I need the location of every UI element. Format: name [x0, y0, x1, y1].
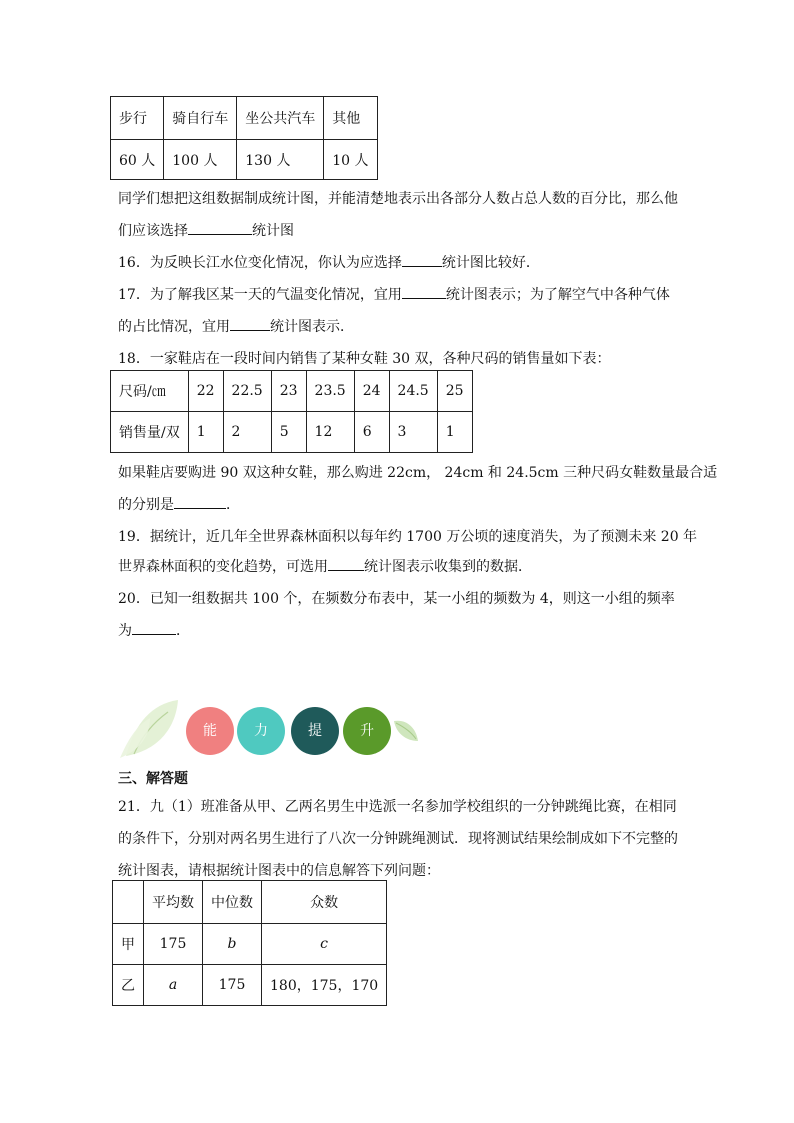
table-cell: 10 人 [324, 140, 377, 180]
q19-line1: 19．据统计，近几年全世界森林面积以每年约 1700 万公顷的速度消失，为了预测未来 20 年 [118, 529, 698, 545]
banner-circle-li: 力 [237, 707, 285, 755]
table-cell: 25 [437, 371, 472, 412]
table-cell: 60 人 [111, 140, 164, 180]
variable-b: b [227, 936, 237, 952]
answer-blank [402, 253, 442, 267]
table-cell: 22.5 [223, 371, 271, 412]
answer-blank [328, 557, 364, 571]
variable-c: c [320, 936, 328, 952]
section-title: 三、解答题 [118, 771, 188, 787]
table-cell: 130 人 [237, 140, 324, 180]
table-cell: 骑自行车 [164, 97, 237, 140]
q17-line1 [118, 284, 670, 304]
q20-text-post: ． [176, 623, 190, 639]
table-cell: 12 [306, 412, 354, 453]
table-cell: 中位数 [203, 881, 262, 924]
table-cell: 6 [354, 412, 389, 453]
table-cell: 22 [188, 371, 223, 412]
answer-blank [188, 221, 252, 235]
table-cell: 24 [354, 371, 389, 412]
table-cell: 180，175，170 [262, 965, 387, 1006]
q16-line [118, 252, 540, 272]
answer-blank [230, 317, 270, 331]
banner-circle-ti: 提 [291, 707, 339, 755]
answer-blank [174, 495, 226, 509]
table-cell: 23.5 [306, 371, 354, 412]
table-cell: 乙 [113, 965, 144, 1006]
q17-text-pre: 17．为了解我区某一天的气温变化情况，宜用 [118, 287, 402, 303]
table-cell: 3 [389, 412, 437, 453]
table-cell [262, 924, 387, 965]
q18-intro: 18．一家鞋店在一段时间内销售了某种女鞋 30 双，各种尺码的销售量如下表： [118, 351, 611, 367]
q15-line2 [118, 220, 294, 240]
answer-blank [402, 285, 446, 299]
q19-line2 [118, 556, 532, 576]
q21-line2: 的条件下，分别对两名男生进行了八次一分钟跳绳测试．现将测试结果绘制成如下不完整的 [118, 831, 678, 847]
table-cell: 1 [188, 412, 223, 453]
q18-after1: 如果鞋店要购进 90 双这种女鞋，那么购进 22cm， 24cm 和 24.5cm 三种尺码女鞋数量最合适 [118, 465, 718, 481]
table-cell: 坐公共汽车 [237, 97, 324, 140]
table-cell: 销售量/双 [111, 412, 189, 453]
jump-rope-stats-table [112, 880, 387, 1006]
table-cell: 175 [144, 924, 203, 965]
table-cell: 众数 [262, 881, 387, 924]
q20-line1: 20．已知一组数据共 100 个，在频数分布表中，某一小组的频数为 4，则这一小组的频率 [118, 591, 675, 607]
q18-text-post: ． [226, 497, 240, 513]
shoe-size-table [110, 370, 473, 453]
table-cell [144, 965, 203, 1006]
q17-text-pre2: 的占比情况，宜用 [118, 319, 230, 335]
q21-line1: 21．九（1）班准备从甲、乙两名男生中选派一名参加学校组织的一分钟跳绳比赛，在相同 [118, 799, 677, 815]
leaf-decoration-right [392, 717, 420, 745]
table-cell: 甲 [113, 924, 144, 965]
leaf-decoration-left [120, 696, 190, 760]
table-cell: 5 [271, 412, 306, 453]
q20-text-pre: 为 [118, 623, 132, 639]
q17-line2 [118, 316, 354, 336]
table-cell: 平均数 [144, 881, 203, 924]
q16-text-pre: 16．为反映长江水位变化情况，你认为应选择 [118, 255, 402, 271]
banner-circle-neng: 能 [186, 707, 234, 755]
q15-text-post: 统计图 [252, 223, 294, 239]
q17-text-post: 统计图表示；为了解空气中各种气体 [445, 287, 670, 303]
q16-text-post: 统计图比较好． [441, 255, 540, 271]
table-cell: 23 [271, 371, 306, 412]
q18-text-pre: 的分别是 [118, 497, 174, 513]
table-cell: 其他 [324, 97, 377, 140]
transport-table [110, 96, 378, 180]
q15-text-pre: 们应该选择 [118, 223, 188, 239]
table-cell [113, 881, 144, 924]
q19-text-pre: 世界森林面积的变化趋势，可选用 [118, 559, 328, 575]
table-cell: 100 人 [164, 140, 237, 180]
q21-line3: 统计图表，请根据统计图表中的信息解答下列问题： [118, 863, 440, 879]
table-cell: 尺码/㎝ [111, 371, 189, 412]
variable-a: a [168, 977, 178, 993]
q17-text-post2: 统计图表示． [270, 319, 354, 335]
table-cell: 步行 [111, 97, 164, 140]
q20-line2 [118, 620, 190, 640]
table-cell: 24.5 [389, 371, 437, 412]
table-cell: 175 [203, 965, 262, 1006]
q15-line1: 同学们想把这组数据制成统计图，并能清楚地表示出各部分人数占总人数的百分比，那么他 [118, 191, 678, 207]
table-cell [203, 924, 262, 965]
answer-blank [132, 621, 176, 635]
banner-circle-sheng: 升 [343, 707, 391, 755]
table-cell: 2 [223, 412, 271, 453]
table-cell: 1 [437, 412, 472, 453]
q19-text-post: 统计图表示收集到的数据． [364, 559, 532, 575]
q18-after2 [118, 494, 240, 514]
